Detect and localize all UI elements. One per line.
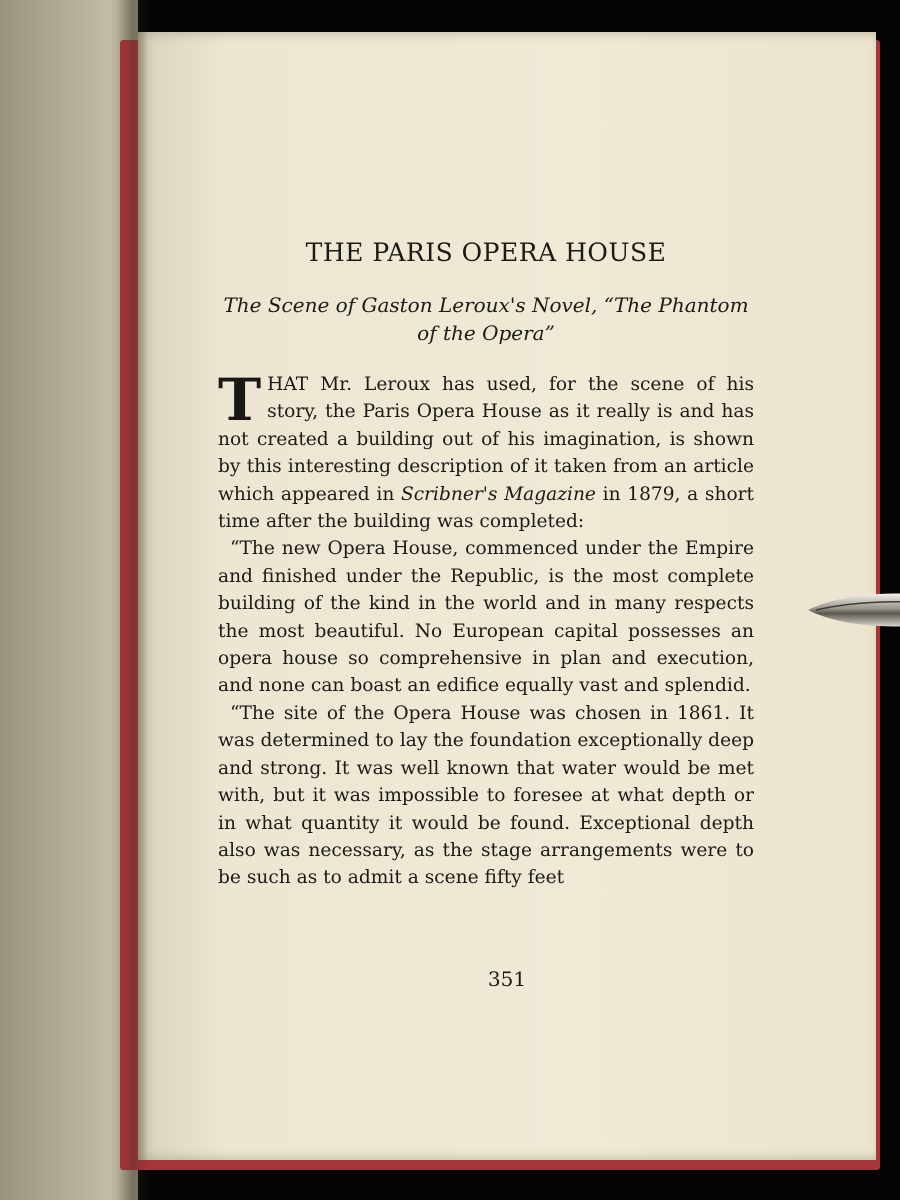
metal-page-clip-icon [806,590,900,630]
chapter-subtitle [218,291,754,347]
drop-cap: T [218,366,262,434]
subtitle-line-1: The Scene of Gaston Leroux's Novel, “The Phantom [223,293,749,317]
paragraph-1-text: HAT Mr. Leroux has used, for the scene of his story, the Paris Opera House as it really is and has not created a building out of his imagination, is shown by this interesting description of it taken from an article which appeared in [218,374,754,505]
subtitle-line-2: of the Opera” [417,321,555,345]
paragraph-3: “The site of the Opera House was chosen in 1861. It was determined to lay the foundation exceptionally deep and strong. It was well known that water would be met with, but it was impossible to foresee at what depth or in what quantity it would be found. Exceptional depth also was necessary, as the stage arrangements were to be such as to admit a scene fifty feet [218,702,754,889]
magazine-title: Scribner's Magazine [401,483,596,505]
paragraph-2: “The new Opera House, commenced under the Empire and finished under the Republic, is the most complete building of the kind in the world and in many respects the most beautiful. No European capital possesses an opera house so comprehensive in plan and execution, and none can boast an edifice equally vast and splendid. [218,538,754,697]
page-number: 351 [487,967,527,991]
body-text [218,366,755,892]
book-gutter-shadow [118,0,148,1200]
paragraph-1 [218,366,755,535]
page-text-block [218,228,754,892]
right-page [138,32,876,1160]
paragraph-1-end: in 1879, a short time after the building was completed: [218,483,755,533]
chapter-title: THE PARIS OPERA HOUSE [305,238,667,267]
